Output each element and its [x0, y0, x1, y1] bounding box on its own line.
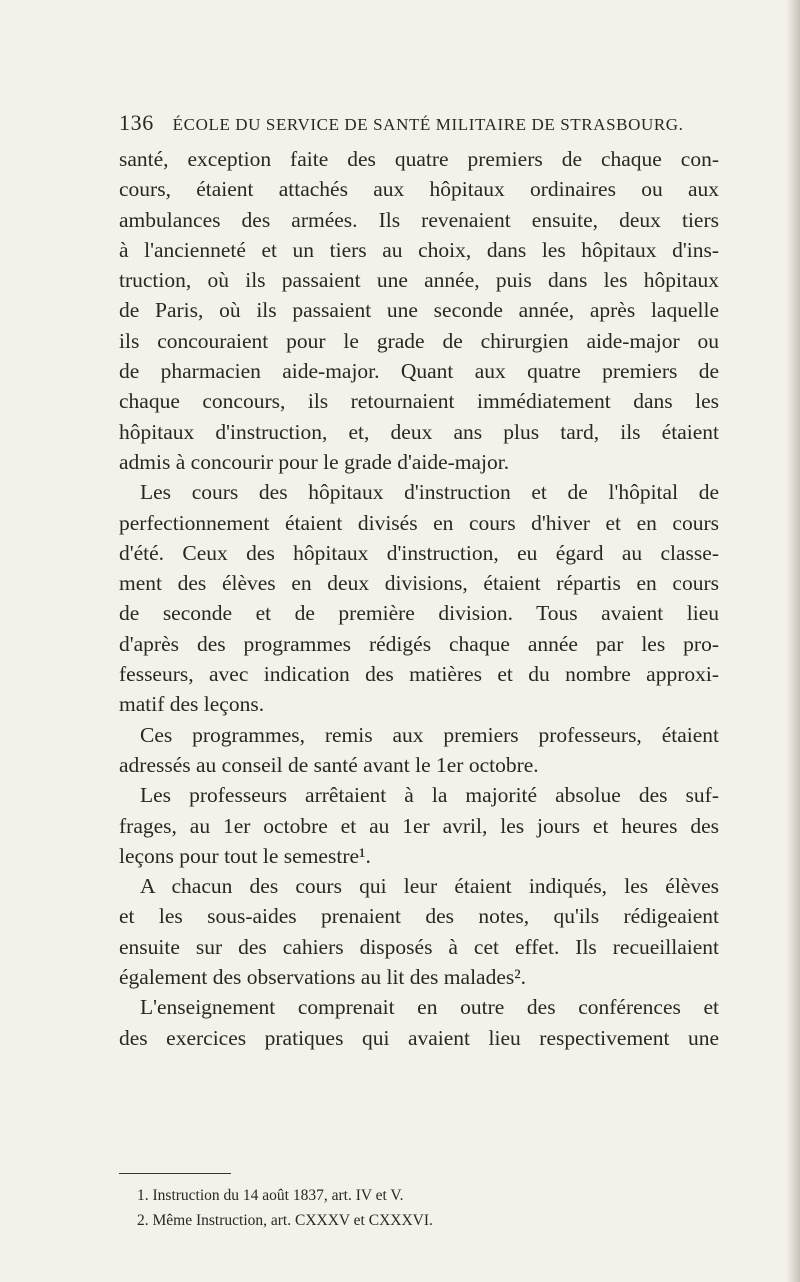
- text-line: ment des élèves en deux divisions, étaient répartis en cours: [119, 571, 719, 596]
- text-line: matif des leçons.: [119, 692, 265, 717]
- text-line: Les professeurs arrêtaient à la majorité absolue des suf-: [140, 783, 719, 808]
- text-line: ensuite sur des cahiers disposés à cet effet. Ils recueillaient: [119, 934, 719, 959]
- running-head: [119, 110, 719, 140]
- text-line: Les cours des hôpitaux d'instruction et de l'hôpital de: [140, 480, 719, 505]
- text-line: L'enseignement comprenait en outre des conférences et: [140, 995, 719, 1020]
- text-line: ambulances des armées. Ils revenaient ensuite, deux tiers: [119, 207, 719, 232]
- body-text: [119, 144, 719, 1053]
- footnote: 1. Instruction du 14 août 1837, art. IV et V.: [137, 1187, 404, 1204]
- text-line: truction, où ils passaient une année, puis dans les hôpitaux: [119, 268, 719, 293]
- text-line: de pharmacien aide-major. Quant aux quatre premiers de: [119, 359, 719, 384]
- text-line: également des observations au lit des malades².: [119, 965, 527, 990]
- text-line: de seconde et de première division. Tous avaient lieu: [119, 601, 719, 626]
- text-line: santé, exception faite des quatre premiers de chaque con-: [119, 147, 719, 171]
- text-line: et les sous-aides prenaient des notes, qu'ils rédigeaient: [119, 904, 719, 929]
- running-title: ÉCOLE DU SERVICE DE SANTÉ MILITAIRE DE STRASBOURG.: [172, 115, 684, 134]
- text-line: à l'ancienneté et un tiers au choix, dans les hôpitaux d'ins-: [119, 237, 719, 262]
- text-line: cours, étaient attachés aux hôpitaux ordinaires ou aux: [119, 177, 719, 202]
- text-line: d'été. Ceux des hôpitaux d'instruction, eu égard au classe-: [119, 540, 719, 565]
- text-line: de Paris, où ils passaient une seconde année, après laquelle: [119, 298, 719, 323]
- footnote-rule: [119, 1173, 231, 1174]
- footnote: 2. Même Instruction, art. CXXXV et CXXXVI.: [137, 1212, 433, 1229]
- text-line: A chacun des cours qui leur étaient indiqués, les élèves: [140, 874, 719, 899]
- text-line: d'après des programmes rédigés chaque année par les pro-: [119, 631, 719, 656]
- text-line: hôpitaux d'instruction, et, deux ans plus tard, ils étaient: [119, 419, 719, 444]
- text-line: leçons pour tout le semestre¹.: [119, 843, 371, 868]
- page-edge-shadow: [786, 0, 800, 1282]
- text-line: Ces programmes, remis aux premiers professeurs, étaient: [140, 722, 719, 747]
- text-line: fesseurs, avec indication des matières et du nombre approxi-: [119, 662, 719, 687]
- text-line: chaque concours, ils retournaient immédiatement dans les: [119, 389, 719, 414]
- footnotes: [137, 1183, 717, 1233]
- text-line: perfectionnement étaient divisés en cours d'hiver et en cours: [119, 510, 719, 535]
- text-line: admis à concourir pour le grade d'aide-major.: [119, 449, 510, 474]
- text-line: adressés au conseil de santé avant le 1er octobre.: [119, 752, 539, 777]
- text-line: frages, au 1er octobre et au 1er avril, les jours et heures des: [119, 813, 719, 838]
- text-line: ils concouraient pour le grade de chirurgien aide-major ou: [119, 328, 719, 353]
- page-number: 136: [119, 110, 154, 135]
- text-line: des exercices pratiques qui avaient lieu respectivement une: [119, 1025, 719, 1050]
